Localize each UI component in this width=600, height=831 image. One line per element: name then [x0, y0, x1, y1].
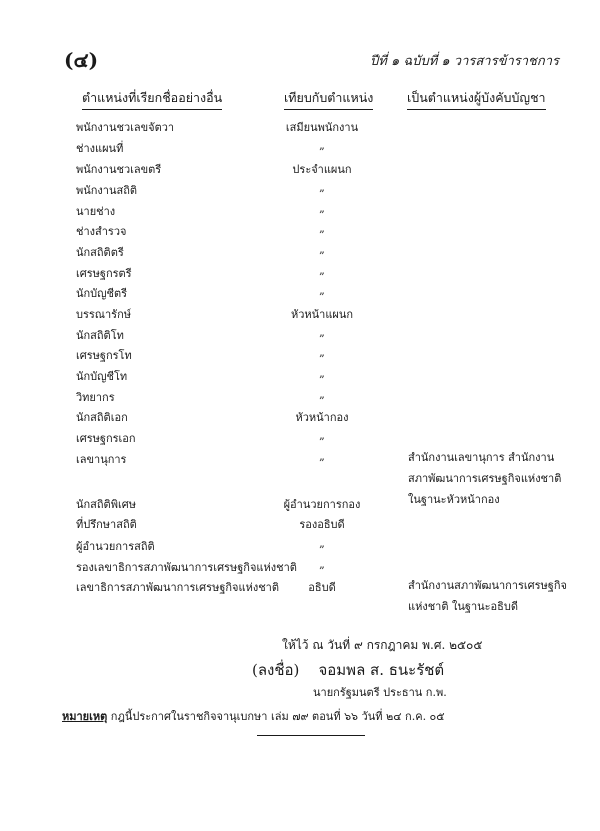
row-position-title: นักสถิติเอก	[76, 411, 128, 424]
row-position-title: เศรษฐกรโท	[76, 349, 132, 362]
signature-position: นายกรัฐมนตรี ประธาน ก.พ.	[313, 686, 447, 699]
row-compared-to: „	[319, 558, 325, 571]
row-compared-to: „	[319, 139, 325, 152]
row-compared-to: ประจำแผนก	[292, 163, 352, 176]
row-compared-to: „	[319, 388, 325, 401]
row-position-title: เศรษฐกรตรี	[76, 267, 132, 280]
row-compared-to: ผู้อำนวยการกอง	[283, 498, 361, 511]
row-compared-to: „	[319, 450, 325, 463]
row-position-title: นักสถิติตรี	[76, 246, 124, 259]
row-position-title: เศรษฐกรเอก	[76, 432, 136, 445]
row-position-title: บรรณารักษ์	[76, 308, 131, 321]
row-position-title: นายช่าง	[76, 205, 116, 218]
row-position-title: เลขาธิการสภาพัฒนาการเศรษฐกิจแห่งชาติ	[76, 581, 280, 594]
row-compared-to: „	[319, 202, 325, 215]
row-compared-to: „	[319, 181, 325, 194]
signature-block	[252, 658, 444, 682]
row-position-title: พนักงานสถิติ	[76, 184, 138, 197]
running-head: ปีที่ ๑ ฉบับที่ ๑ วารสารข้าราชการ	[370, 54, 560, 69]
row-position-title: วิทยากร	[76, 391, 115, 404]
row-position-title: ช่างแผนที่	[76, 142, 124, 155]
signature-signed-label: (ลงชื่อ)	[252, 661, 300, 679]
row-position-title: ที่ปรึกษาสถิติ	[76, 518, 137, 531]
row-compared-to: „	[319, 222, 325, 235]
row-position-title: พนักงานชวเลขจัตวา	[76, 121, 175, 134]
row-compared-to: „	[319, 429, 325, 442]
remark-label: หมายเหตุ	[62, 710, 108, 723]
row-position-title: นักสถิติโท	[76, 329, 124, 342]
row-compared-to: „	[319, 537, 325, 550]
page-number: (๔)	[64, 48, 99, 72]
row-compared-to: รองอธิบดี	[299, 518, 345, 531]
row-position-title: นักสถิติพิเศษ	[76, 498, 136, 511]
row-compared-to: „	[319, 326, 325, 339]
row-position-title: เลขานุการ	[76, 453, 127, 466]
remark	[62, 707, 445, 725]
row-position-title: ผู้อำนวยการสถิติ	[76, 540, 155, 553]
row-compared-to: เสมียนพนักงาน	[285, 121, 359, 134]
row-compared-to: „	[319, 284, 325, 297]
row-commander-note: สำนักงานสภาพัฒนาการเศรษฐกิจแห่งชาติ ในฐานะอธิบดี	[408, 579, 567, 613]
row-compared-to: „	[319, 346, 325, 359]
end-divider	[257, 735, 365, 736]
column-header-compared-to: เทียบกับตำแหน่ง	[284, 88, 373, 110]
signature-name: จอมพล ส. ธนะรัชต์	[318, 661, 445, 679]
row-position-title: นักบัญชีตรี	[76, 287, 128, 300]
row-compared-to: หัวหน้าแผนก	[290, 308, 354, 321]
signature-date: ให้ไว้ ณ วันที่ ๙ กรกฎาคม พ.ศ. ๒๕๐๕	[282, 638, 483, 652]
row-compared-to: „	[319, 367, 325, 380]
row-position-title: พนักงานชวเลขตรี	[76, 163, 162, 176]
remark-text: กฎนี้ประกาศในราชกิจจานุเบกษา เล่ม ๗๙ ตอนที่ ๖๖ วันที่ ๒๔ ก.ค. ๐๕	[110, 710, 445, 723]
row-position-title: ช่างสำรวจ	[76, 225, 127, 238]
row-compared-to: หัวหน้ากอง	[295, 411, 349, 424]
row-compared-to: อธิบดี	[308, 581, 336, 594]
row-position-title: นักบัญชีโท	[76, 370, 128, 383]
row-position-title: รองเลขาธิการสภาพัฒนาการเศรษฐกิจแห่งชาติ	[76, 561, 297, 574]
row-compared-to: „	[319, 243, 325, 256]
row-compared-to: „	[319, 264, 325, 277]
row-commander-note: สำนักงานเลขานุการ สำนักงานสภาพัฒนาการเศรษฐกิจแห่งชาติ ในฐานะหัวหน้ากอง	[408, 451, 562, 506]
column-header-position-title: ตำแหน่งที่เรียกชื่ออย่างอื่น	[82, 88, 222, 110]
column-header-commander-status: เป็นตำแหน่งผู้บังคับบัญชา	[407, 88, 546, 110]
